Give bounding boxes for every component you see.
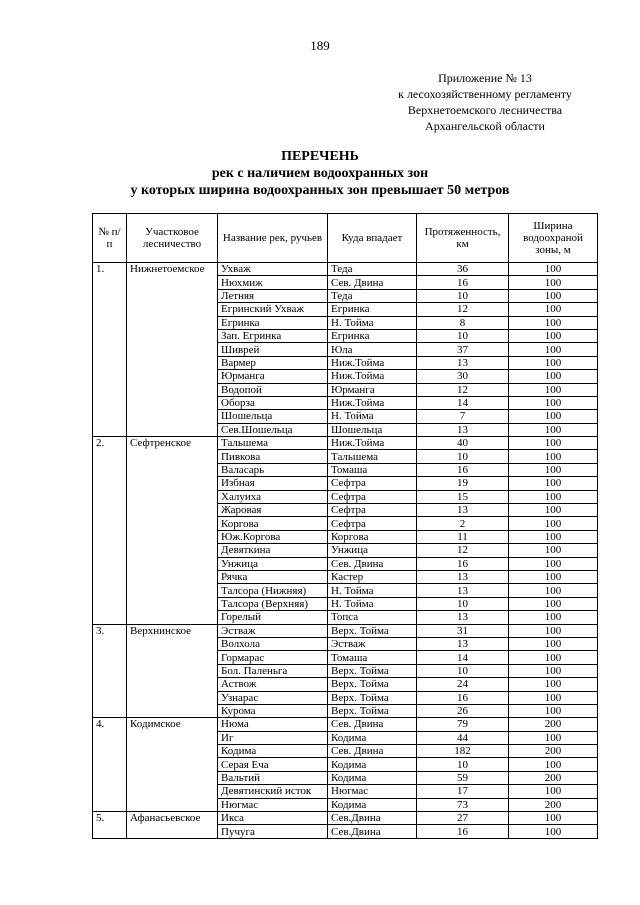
cell-river-name: Иг <box>218 731 328 744</box>
cell-river-name: Икса <box>218 812 328 825</box>
header-river-name: Название рек, ручьев <box>218 214 328 263</box>
cell-flows-into: Сев. Двина <box>328 718 417 731</box>
cell-flows-into: Сев. Двина <box>328 745 417 758</box>
table-row <box>93 718 598 731</box>
cell-length: 12 <box>417 544 509 557</box>
cell-flows-into: Кодима <box>328 798 417 811</box>
cell-lesnichestvo: Сефтренское <box>127 437 218 624</box>
cell-river-name: Избная <box>218 477 328 490</box>
table-row <box>93 812 598 825</box>
cell-zone-width: 100 <box>509 597 598 610</box>
cell-flows-into: Сефтра <box>328 477 417 490</box>
cell-zone-width: 100 <box>509 316 598 329</box>
header-length: Протяженность, км <box>417 214 509 263</box>
cell-zone-width: 100 <box>509 396 598 409</box>
appendix-line: к лесохозяйственному регламенту <box>398 87 572 101</box>
cell-length: 37 <box>417 343 509 356</box>
cell-number: 3. <box>93 624 127 718</box>
cell-flows-into: Теда <box>328 263 417 276</box>
cell-river-name: Нюма <box>218 718 328 731</box>
cell-river-name: Девяткина <box>218 544 328 557</box>
cell-length: 30 <box>417 370 509 383</box>
cell-flows-into: Юла <box>328 343 417 356</box>
cell-length: 13 <box>417 584 509 597</box>
cell-zone-width: 100 <box>509 410 598 423</box>
cell-river-name: Курома <box>218 704 328 717</box>
cell-river-name: Сев.Шошельца <box>218 423 328 436</box>
cell-zone-width: 100 <box>509 490 598 503</box>
table-row <box>93 624 598 637</box>
cell-length: 13 <box>417 356 509 369</box>
cell-flows-into: Кодима <box>328 771 417 784</box>
cell-zone-width: 100 <box>509 611 598 624</box>
cell-zone-width: 100 <box>509 356 598 369</box>
cell-zone-width: 100 <box>509 329 598 342</box>
cell-river-name: Бол. Паленьга <box>218 664 328 677</box>
cell-river-name: Нюгмас <box>218 798 328 811</box>
cell-river-name: Эстваж <box>218 624 328 637</box>
cell-zone-width: 100 <box>509 383 598 396</box>
cell-river-name: Зап. Егринка <box>218 329 328 342</box>
cell-number: 5. <box>93 812 127 839</box>
cell-flows-into: Егринка <box>328 329 417 342</box>
cell-zone-width: 100 <box>509 263 598 276</box>
cell-length: 13 <box>417 423 509 436</box>
cell-length: 10 <box>417 597 509 610</box>
cell-zone-width: 100 <box>509 624 598 637</box>
cell-flows-into: Сев. Двина <box>328 276 417 289</box>
cell-river-name: Водопой <box>218 383 328 396</box>
cell-lesnichestvo: Кодимское <box>127 718 218 812</box>
cell-river-name: Шиврей <box>218 343 328 356</box>
cell-length: 11 <box>417 530 509 543</box>
cell-flows-into: Юрманга <box>328 383 417 396</box>
cell-river-name: Волхола <box>218 637 328 650</box>
cell-zone-width: 100 <box>509 370 598 383</box>
cell-length: 10 <box>417 289 509 302</box>
cell-length: 13 <box>417 611 509 624</box>
cell-length: 10 <box>417 450 509 463</box>
cell-length: 31 <box>417 624 509 637</box>
appendix-line: Архангельской области <box>425 119 545 133</box>
cell-length: 12 <box>417 303 509 316</box>
cell-flows-into: Н. Тойма <box>328 597 417 610</box>
cell-zone-width: 100 <box>509 504 598 517</box>
appendix-line: Верхнетоемского лесничества <box>407 103 563 117</box>
header-lesnichestvo: Участковое лесничество <box>127 214 218 263</box>
cell-length: 12 <box>417 383 509 396</box>
cell-zone-width: 100 <box>509 544 598 557</box>
cell-flows-into: Шошельца <box>328 423 417 436</box>
cell-river-name: Ухваж <box>218 263 328 276</box>
cell-flows-into: Н. Тойма <box>328 584 417 597</box>
cell-flows-into: Теда <box>328 289 417 302</box>
cell-flows-into: Верх. Тойма <box>328 704 417 717</box>
cell-river-name: Коргова <box>218 517 328 530</box>
cell-flows-into: Егринка <box>328 303 417 316</box>
cell-flows-into: Томаша <box>328 463 417 476</box>
cell-river-name: Вальтий <box>218 771 328 784</box>
cell-flows-into: Топса <box>328 611 417 624</box>
cell-flows-into: Тальшема <box>328 450 417 463</box>
cell-flows-into: Эстваж <box>328 637 417 650</box>
cell-river-name: Кодима <box>218 745 328 758</box>
cell-river-name: Аствож <box>218 678 328 691</box>
cell-flows-into: Верх. Тойма <box>328 624 417 637</box>
cell-length: 2 <box>417 517 509 530</box>
cell-length: 8 <box>417 316 509 329</box>
table-body <box>93 263 598 839</box>
cell-river-name: Гормарас <box>218 651 328 664</box>
cell-length: 10 <box>417 664 509 677</box>
cell-river-name: Девятинский исток <box>218 785 328 798</box>
cell-length: 16 <box>417 825 509 838</box>
cell-zone-width: 100 <box>509 651 598 664</box>
cell-length: 79 <box>417 718 509 731</box>
cell-flows-into: Верх. Тойма <box>328 678 417 691</box>
cell-river-name: Оборза <box>218 396 328 409</box>
cell-zone-width: 100 <box>509 477 598 490</box>
cell-river-name: Вармер <box>218 356 328 369</box>
cell-river-name: Валасарь <box>218 463 328 476</box>
title-line: рек с наличием водоохранных зон <box>211 166 429 181</box>
cell-length: 10 <box>417 329 509 342</box>
cell-zone-width: 100 <box>509 450 598 463</box>
cell-length: 73 <box>417 798 509 811</box>
cell-river-name: Нюхмиж <box>218 276 328 289</box>
cell-flows-into: Кодима <box>328 758 417 771</box>
cell-river-name: Талсора (Верхняя) <box>218 597 328 610</box>
cell-flows-into: Верх. Тойма <box>328 691 417 704</box>
cell-river-name: Пучуга <box>218 825 328 838</box>
cell-flows-into: Коргова <box>328 530 417 543</box>
cell-flows-into: Ниж.Тойма <box>328 437 417 450</box>
cell-river-name: Летняя <box>218 289 328 302</box>
document-title <box>0 148 640 199</box>
cell-length: 14 <box>417 396 509 409</box>
cell-zone-width: 100 <box>509 530 598 543</box>
cell-lesnichestvo: Верхнинское <box>127 624 218 718</box>
cell-length: 16 <box>417 691 509 704</box>
cell-length: 7 <box>417 410 509 423</box>
cell-length: 17 <box>417 785 509 798</box>
cell-river-name: Рячка <box>218 570 328 583</box>
cell-length: 59 <box>417 771 509 784</box>
page-number: 189 <box>310 38 330 53</box>
cell-zone-width: 100 <box>509 557 598 570</box>
cell-river-name: Талсора (Нижняя) <box>218 584 328 597</box>
cell-zone-width: 100 <box>509 691 598 704</box>
cell-river-name: Егринка <box>218 316 328 329</box>
cell-length: 19 <box>417 477 509 490</box>
cell-length: 40 <box>417 437 509 450</box>
cell-zone-width: 100 <box>509 785 598 798</box>
cell-zone-width: 100 <box>509 584 598 597</box>
cell-length: 14 <box>417 651 509 664</box>
cell-length: 13 <box>417 504 509 517</box>
cell-flows-into: Н. Тойма <box>328 410 417 423</box>
cell-flows-into: Ниж.Тойма <box>328 396 417 409</box>
cell-flows-into: Н. Тойма <box>328 316 417 329</box>
cell-length: 26 <box>417 704 509 717</box>
cell-zone-width: 200 <box>509 718 598 731</box>
cell-river-name: Жаровая <box>218 504 328 517</box>
cell-flows-into: Сефтра <box>328 517 417 530</box>
cell-zone-width: 100 <box>509 289 598 302</box>
cell-length: 16 <box>417 276 509 289</box>
cell-flows-into: Сефтра <box>328 504 417 517</box>
table-row <box>93 437 598 450</box>
header-zone-width: Ширина водоохраной зоны, м <box>509 214 598 263</box>
table-row <box>93 263 598 276</box>
cell-flows-into: Кодима <box>328 731 417 744</box>
cell-zone-width: 100 <box>509 825 598 838</box>
cell-flows-into: Сев.Двина <box>328 812 417 825</box>
cell-river-name: Егринский Ухваж <box>218 303 328 316</box>
cell-flows-into: Сефтра <box>328 490 417 503</box>
cell-number: 2. <box>93 437 127 624</box>
cell-river-name: Горелый <box>218 611 328 624</box>
cell-river-name: Халуиха <box>218 490 328 503</box>
cell-river-name: Юрманга <box>218 370 328 383</box>
header-flows-into: Куда впадает <box>328 214 417 263</box>
cell-zone-width: 100 <box>509 276 598 289</box>
cell-length: 16 <box>417 463 509 476</box>
cell-zone-width: 100 <box>509 463 598 476</box>
cell-zone-width: 100 <box>509 758 598 771</box>
cell-flows-into: Ниж.Тойма <box>328 370 417 383</box>
cell-zone-width: 100 <box>509 664 598 677</box>
cell-number: 4. <box>93 718 127 812</box>
cell-zone-width: 100 <box>509 704 598 717</box>
cell-zone-width: 100 <box>509 343 598 356</box>
cell-river-name: Пивкова <box>218 450 328 463</box>
cell-zone-width: 100 <box>509 570 598 583</box>
cell-length: 13 <box>417 637 509 650</box>
cell-length: 27 <box>417 812 509 825</box>
cell-zone-width: 100 <box>509 731 598 744</box>
cell-flows-into: Унжица <box>328 544 417 557</box>
cell-flows-into: Сев. Двина <box>328 557 417 570</box>
cell-flows-into: Томаша <box>328 651 417 664</box>
cell-length: 44 <box>417 731 509 744</box>
title-line: ПЕРЕЧЕНЬ <box>281 149 359 164</box>
cell-flows-into: Верх. Тойма <box>328 664 417 677</box>
cell-length: 16 <box>417 557 509 570</box>
cell-zone-width: 100 <box>509 303 598 316</box>
cell-river-name: Юж.Коргова <box>218 530 328 543</box>
cell-number: 1. <box>93 263 127 437</box>
appendix-line: Приложение № 13 <box>438 71 532 85</box>
cell-zone-width: 200 <box>509 771 598 784</box>
cell-zone-width: 200 <box>509 745 598 758</box>
cell-length: 10 <box>417 758 509 771</box>
rivers-table <box>92 213 598 839</box>
cell-flows-into: Сев.Двина <box>328 825 417 838</box>
cell-length: 13 <box>417 570 509 583</box>
cell-flows-into: Нюгмас <box>328 785 417 798</box>
cell-lesnichestvo: Афанасьевское <box>127 812 218 839</box>
cell-zone-width: 100 <box>509 637 598 650</box>
cell-length: 182 <box>417 745 509 758</box>
cell-length: 36 <box>417 263 509 276</box>
cell-zone-width: 100 <box>509 812 598 825</box>
table-header-row <box>93 214 598 263</box>
cell-lesnichestvo: Нижнетоемское <box>127 263 218 437</box>
header-number: № п/п <box>93 214 127 263</box>
cell-zone-width: 100 <box>509 423 598 436</box>
cell-length: 24 <box>417 678 509 691</box>
cell-zone-width: 100 <box>509 437 598 450</box>
cell-zone-width: 100 <box>509 678 598 691</box>
cell-flows-into: Кастер <box>328 570 417 583</box>
cell-flows-into: Ниж.Тойма <box>328 356 417 369</box>
appendix-note <box>360 70 610 134</box>
title-line: у которых ширина водоохранных зон превышает 50 метров <box>130 183 510 198</box>
cell-zone-width: 200 <box>509 798 598 811</box>
cell-river-name: Узнарас <box>218 691 328 704</box>
cell-river-name: Тальшема <box>218 437 328 450</box>
cell-river-name: Унжица <box>218 557 328 570</box>
cell-river-name: Серая Еча <box>218 758 328 771</box>
cell-zone-width: 100 <box>509 517 598 530</box>
cell-river-name: Шошельца <box>218 410 328 423</box>
cell-length: 15 <box>417 490 509 503</box>
